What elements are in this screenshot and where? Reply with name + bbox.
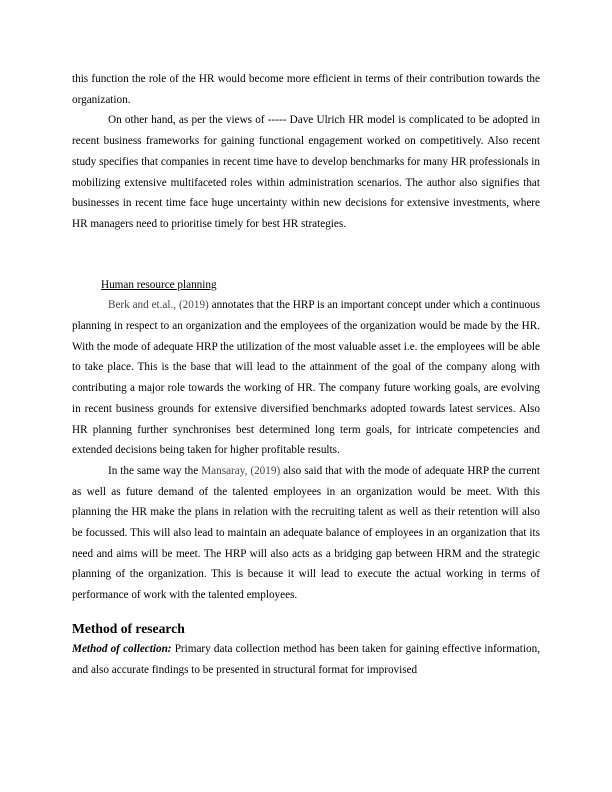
citation-mansaray: Mansaray, (2019) bbox=[201, 464, 281, 477]
document-page bbox=[72, 69, 540, 680]
paragraph-mansaray bbox=[72, 461, 540, 606]
paragraph-mansaray-text: also said that with the mode of adequate HRP the current as well as future demand of the talented employees in an organization would be meet. With this planning the HR make the plans in relation with the recruiting talent as well as their retention will also be focussed. This will also lead to maintain an adequate balance of employees in an organization that its need and aims will be meet. The HRP will also acts as a bridging gap between HRM and the strategic planning of the organization. This is because it will lead to execute the actual working in terms of performance of work with the talented employees. bbox=[72, 464, 541, 602]
paragraph-berk bbox=[72, 295, 540, 461]
paragraph-ulrich-model: On other hand, as per the views of ----- Dave Ulrich HR model is complicated to be adopted in recent business frameworks for gaining functional engagement worked on competitively. Also recent study specifies that companies in recent time have to develop benchmarks for many HR professionals in mobilizing extensive multifaceted roles within administration scenarios. The author also signifies that businesses in recent time face huge uncertainty within new decisions for extensive investments, where HR managers need to prioritise timely for best HR strategies. bbox=[72, 114, 540, 230]
paragraph-method-of-collection bbox=[72, 639, 540, 680]
paragraph-mansaray-lead: In the same way the bbox=[108, 464, 202, 477]
heading-method-of-research: Method of research bbox=[72, 620, 185, 636]
paragraph-intro-continuation: this function the role of the HR would become more efficient in terms of their contribution towards the organization. bbox=[72, 73, 540, 106]
citation-berk: Berk and et.al., (2019) bbox=[108, 299, 209, 312]
paragraph-method-text: Primary data collection method has been taken for gaining effective information, and also accurate findings to be presented in structural format for improvised bbox=[72, 642, 540, 676]
paragraph-berk-text: annotates that the HRP is an important concept under which a continuous planning in respect to an organization and the employees of the organization would be made by the HR. With the mode of adequate HRP the utilization of the most valuable asset i.e. the employees will be able to take place. This is the base that will lead to the attainment of the goal of the company along with contributing a major role towards the working of HR. The company future working goals, are evolving in recent business grounds for extensive diversified benchmarks adopted towards latest services. Also HR planning further synchronises best determined long term goals, for intricate competencies and extended decisions being taken for higher profitable results. bbox=[72, 299, 540, 457]
runin-method-of-collection: Method of collection: bbox=[72, 642, 172, 655]
heading-human-resource-planning: Human resource planning bbox=[101, 278, 217, 291]
